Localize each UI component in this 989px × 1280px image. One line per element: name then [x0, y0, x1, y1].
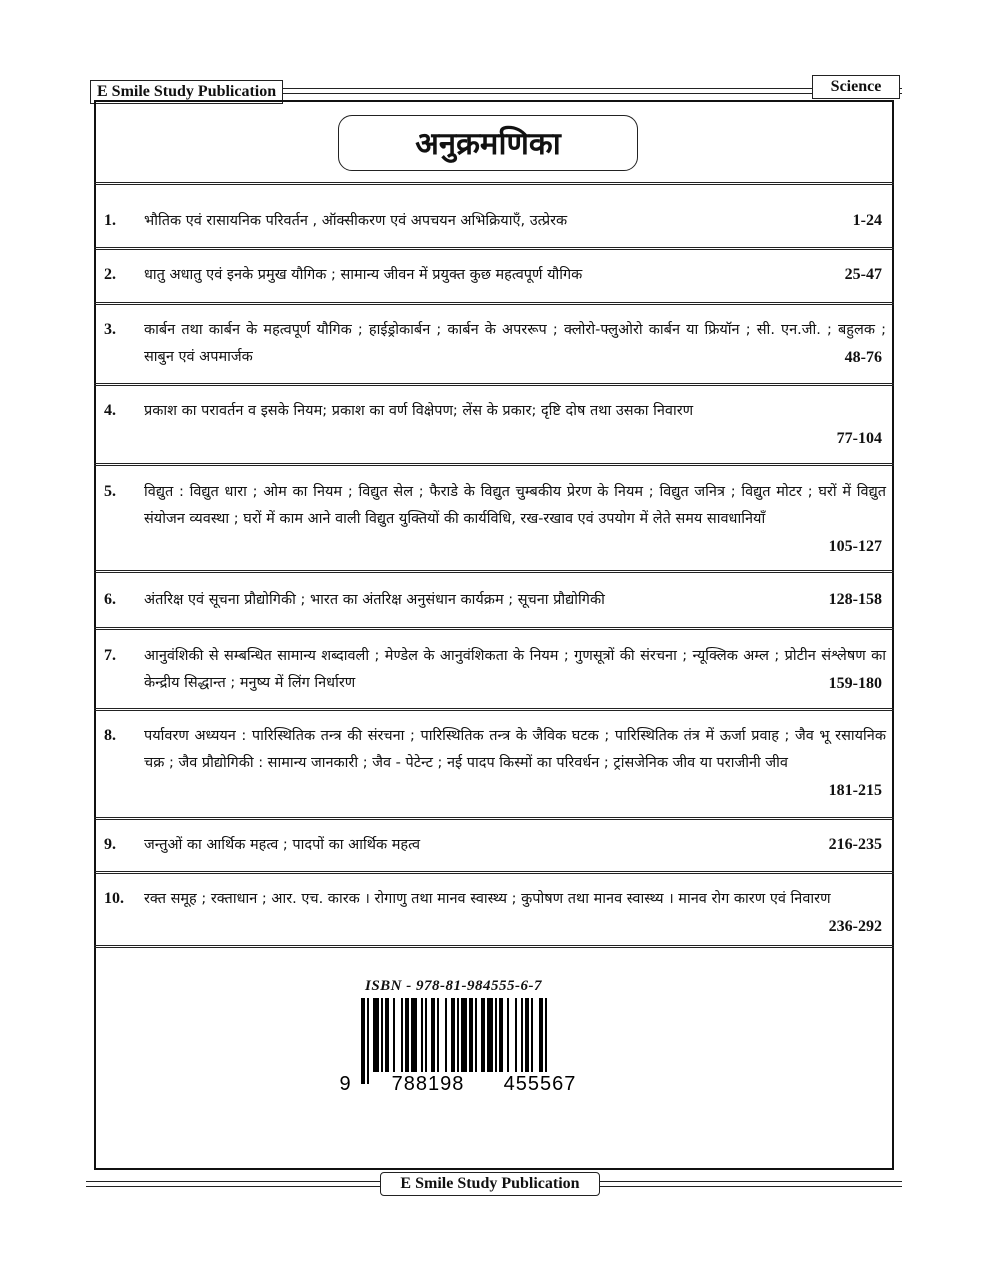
- barcode-bar: [451, 998, 455, 1072]
- entry-number: 5.: [104, 483, 116, 500]
- entry-text: कार्बन तथा कार्बन के महत्वपूर्ण यौगिक ; हाईड्रोकार्बन ; कार्बन के अपररूप ; क्लोरो-फ्लुओरो कार्बन या फ्रियॉन ; सी. एन.जी. ; बहुलक ; साबुन एवं अपमार्जक: [144, 322, 886, 365]
- divider: [94, 817, 894, 820]
- divider: [94, 302, 894, 305]
- barcode-bar: [385, 998, 389, 1072]
- barcode-bar: [487, 998, 493, 1072]
- barcode-bar: [469, 998, 473, 1072]
- entry-number: 2.: [104, 266, 116, 283]
- page-title: अनुक्रमणिका: [338, 115, 638, 171]
- entry-text: रक्त समूह ; रक्ताधान ; आर. एच. कारक । रोगाणु तथा मानव स्वास्थ्य ; कुपोषण तथा मानव स्वास्थ्य । मानव रोग कारण एवं निवारण: [144, 891, 831, 907]
- footer-publisher: E Smile Study Publication: [380, 1172, 600, 1196]
- barcode-bar: [373, 998, 379, 1072]
- entry-text: विद्युत : विद्युत धारा ; ओम का नियम ; विद्युत सेल ; फैराडे के विद्युत चुम्बकीय प्रेरण के नियम ; विद्युत जनित्र ; विद्युत मोटर ; घरों में विद्युत संयोजन व्यवस्था ; घरों में काम आने वाली विद्युत युक्तियों की कार्यविधि, रख-रखाव एवं उपयोग में लेते समय सावधानियाँ: [144, 484, 886, 527]
- barcode-bar: [475, 998, 477, 1072]
- barcode-bar: [481, 998, 485, 1072]
- barcode-bar: [381, 998, 383, 1072]
- entry-text: पर्यावरण अध्ययन : पारिस्थितिक तन्त्र की संरचना ; पारिस्थितिक तन्त्र के जैविक घटक ; पारिस्थितिक तंत्र में ऊर्जा प्रवाह ; जैव भू रसायनिक चक्र ; जैव प्रौद्योगिकी : सामान्य जानकारी ; जैव - पेटेन्ट ; नई पादप किस्मों का परिवर्धन ; ट्रांसजेनिक जीव या पराजीनी जीव: [144, 728, 886, 771]
- entry-pages: 25-47: [844, 266, 882, 283]
- divider: [94, 708, 894, 711]
- barcode-bar: [525, 998, 529, 1072]
- barcode-bar: [539, 998, 543, 1072]
- barcode-bar: [499, 998, 503, 1072]
- barcode-bar: [507, 998, 509, 1072]
- entry-pages: 216-235: [828, 836, 882, 853]
- entry-number: 7.: [104, 647, 116, 664]
- entry-pages: 77-104: [836, 430, 882, 447]
- barcode-bar: [393, 998, 395, 1072]
- divider: [94, 383, 894, 386]
- entry-text: भौतिक एवं रासायनिक परिवर्तन , ऑक्सीकरण एवं अपचयन अभिक्रियाएँ, उत्प्रेरक: [144, 213, 568, 229]
- divider: [94, 570, 894, 573]
- barcode-bar: [367, 998, 369, 1084]
- entry-pages: 105-127: [828, 538, 882, 555]
- barcode-digits-right: 455567: [503, 1073, 577, 1094]
- header-publisher: E Smile Study Publication: [90, 80, 283, 104]
- divider: [94, 627, 894, 630]
- entry-pages: 128-158: [828, 591, 882, 608]
- entry-pages: 1-24: [852, 212, 882, 229]
- entry-number: 3.: [104, 321, 116, 338]
- barcode-bar: [405, 998, 409, 1072]
- barcode-bar: [521, 998, 523, 1072]
- divider: [94, 945, 894, 948]
- barcode-bar: [461, 998, 467, 1072]
- entry-number: 8.: [104, 727, 116, 744]
- entry-text: धातु अधातु एवं इनके प्रमुख यौगिक ; सामान्य जीवन में प्रयुक्त कुछ महत्वपूर्ण यौगिक: [144, 267, 583, 283]
- barcode-digits-left: 788198: [391, 1073, 465, 1094]
- divider: [94, 463, 894, 466]
- barcode-digit-first: 9: [339, 1073, 351, 1094]
- entry-pages: 181-215: [828, 782, 882, 799]
- barcode-bar: [531, 998, 533, 1072]
- entry-number: 4.: [104, 402, 116, 419]
- entry-text: प्रकाश का परावर्तन व इसके नियम; प्रकाश का वर्ण विक्षेपण; लेंस के प्रकार; दृष्टि दोष तथा उसका निवारण: [144, 403, 694, 419]
- entry-number: 1.: [104, 212, 116, 229]
- barcode-bar: [457, 998, 459, 1084]
- barcode-bar: [515, 998, 517, 1072]
- entry-pages: 48-76: [844, 349, 882, 366]
- entry-number: 9.: [104, 836, 116, 853]
- header-subject: Science: [812, 75, 900, 99]
- barcode-bar: [495, 998, 497, 1072]
- entry-text: अंतरिक्ष एवं सूचना प्रौद्योगिकी ; भारत का अंतरिक्ष अनुसंधान कार्यक्रम ; सूचना प्रौद्योगिकी: [144, 592, 605, 608]
- barcode-bar: [425, 998, 427, 1072]
- isbn-label: ISBN - 978-81-984555-6-7: [365, 978, 542, 994]
- divider: [94, 247, 894, 250]
- divider: [94, 871, 894, 874]
- barcode-icon: [335, 998, 615, 1094]
- barcode-bar: [431, 998, 435, 1072]
- entry-pages: 236-292: [828, 918, 882, 935]
- barcode-bar: [401, 998, 403, 1072]
- entry-number: 6.: [104, 591, 116, 608]
- divider: [94, 182, 894, 185]
- barcode-bar: [545, 998, 547, 1084]
- entry-text: आनुवंशिकी से सम्बन्धित सामान्य शब्दावली ; मेण्डेल के आनुवंशिकता के नियम ; गुणसूत्रों की संरचना ; न्यूक्लिक अम्ल ; प्रोटीन संश्लेषण का केन्द्रीय सिद्धान्त ; मनुष्य में लिंग निर्धारण: [144, 648, 886, 691]
- entry-number: 10.: [104, 890, 124, 907]
- barcode-bar: [421, 998, 423, 1072]
- barcode-bar: [437, 998, 439, 1072]
- barcode-bar: [411, 998, 417, 1072]
- entry-text: जन्तुओं का आर्थिक महत्व ; पादपों का आर्थिक महत्व: [144, 837, 421, 853]
- entry-pages: 159-180: [828, 675, 882, 692]
- barcode-bar: [445, 998, 447, 1072]
- barcode-bar: [361, 998, 365, 1084]
